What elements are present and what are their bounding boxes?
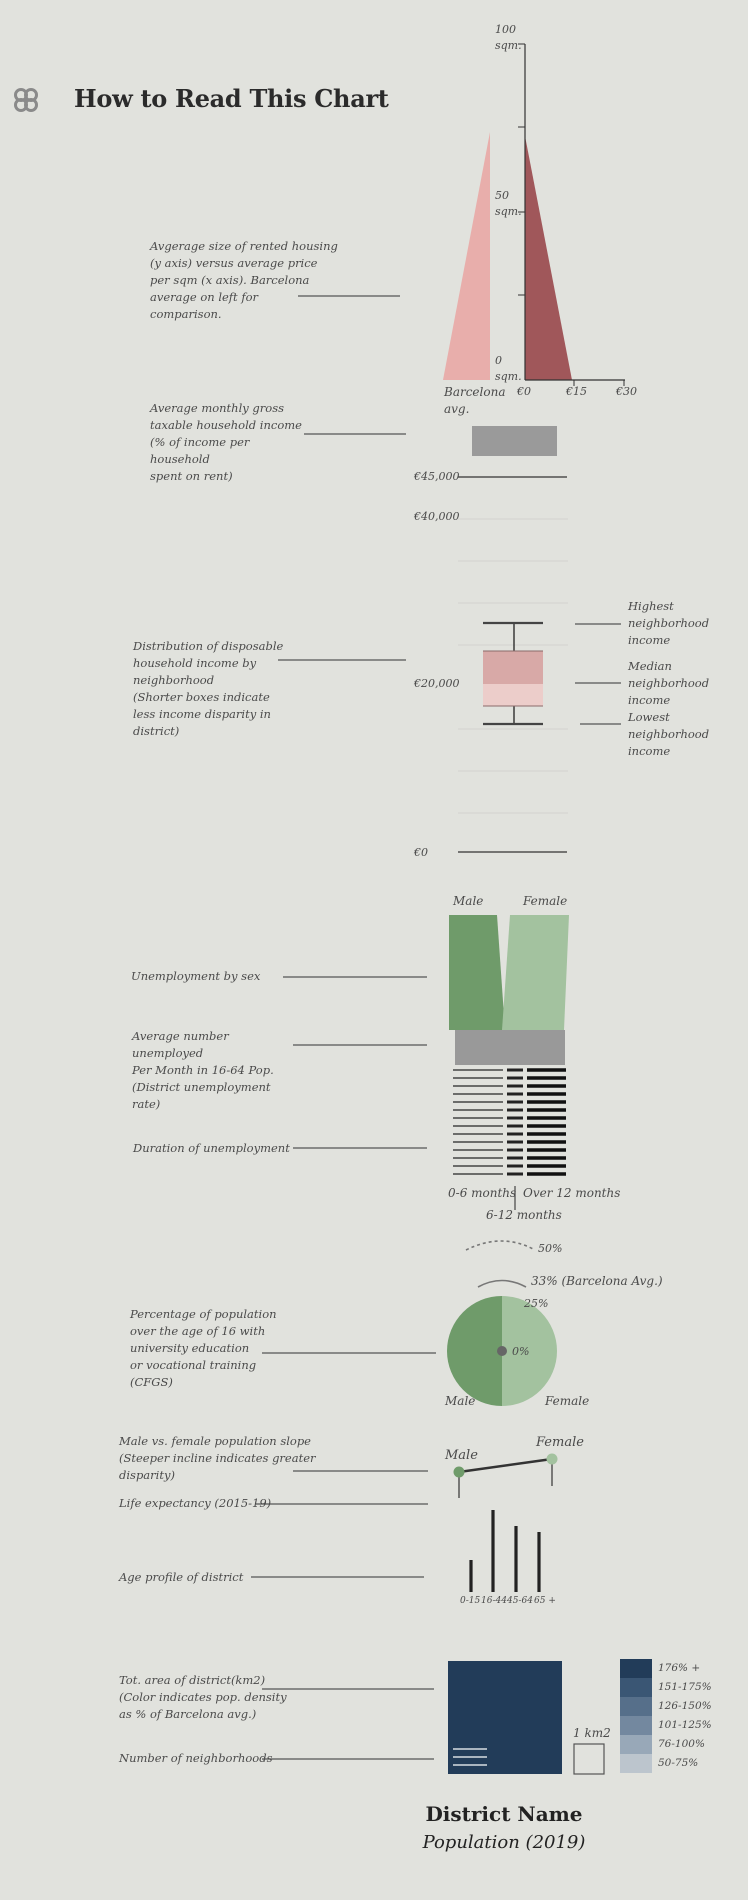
education-ring-bcn-label: 33% (Barcelona Avg.) <box>531 1274 663 1288</box>
duration-long-label: Over 12 months <box>523 1186 621 1200</box>
rent-y-tick-50: 50 sqm. <box>495 189 522 218</box>
density-legend-swatch <box>620 1754 652 1773</box>
one-km2-square <box>574 1744 604 1774</box>
education-ring-bcn <box>478 1281 526 1288</box>
duration-lines-long <box>527 1070 566 1174</box>
one-km2-label: 1 km2 <box>573 1726 611 1740</box>
density-legend <box>620 1659 652 1773</box>
unemployment-female-label: Female <box>523 894 568 908</box>
boxplot-lower-quartile <box>483 684 543 706</box>
rent-chart-note: Avgerage size of rented housing (y axis) versus average price per sqm (x axis). Barcelona average on left for comparison. <box>150 239 338 321</box>
density-legend-swatch <box>620 1697 652 1716</box>
slope-male-label: Male <box>445 1448 478 1463</box>
avg-unemployed-note: Average number unemployed Per Month in 16-64 Pop. (District unemployment rate) <box>132 1029 274 1111</box>
density-legend-label: 126-150% <box>658 1700 712 1712</box>
boxplot-upper-quartile <box>483 651 543 684</box>
unemployment-by-sex-note: Unemployment by sex <box>131 969 261 983</box>
income-label-20000: €20,000 <box>414 677 460 690</box>
lowest-income-label: Lowest neighborhood income <box>628 710 710 758</box>
district-name: District Name <box>425 1802 583 1826</box>
duration-note: Duration of unemployment <box>133 1141 290 1155</box>
age-label-65: 65 + <box>534 1596 556 1606</box>
duration-lines-short <box>453 1070 503 1174</box>
density-legend-label: 50-75% <box>658 1757 699 1769</box>
avg-unemployed-bar <box>455 1030 565 1065</box>
density-legend-swatch <box>620 1716 652 1735</box>
slope-note: Male vs. female population slope (Steeper incline indicates greater disparity) <box>119 1434 316 1482</box>
income-dist-note: Distribution of disposable household income by neighborhood (Shorter boxes indicate less income disparity in district) <box>133 639 284 738</box>
age-label-45-64: 45-64 <box>507 1596 533 1606</box>
education-center-dot <box>497 1346 507 1356</box>
income-label-40000: €40,000 <box>414 510 460 523</box>
income-rent-note: Average monthly gross taxable household income (% of income per household spent on rent) <box>150 401 302 483</box>
age-label-16-44: 16-44 <box>481 1596 507 1606</box>
slope-male-dot <box>454 1467 465 1478</box>
rent-y-tick-100: 100 sqm. <box>495 23 522 52</box>
education-ring-50 <box>466 1241 535 1250</box>
density-legend-label: 101-125% <box>658 1719 712 1731</box>
median-income-label: Median neighborhood income <box>628 659 710 707</box>
income-rent-bar <box>472 426 557 456</box>
highest-income-label: Highest neighborhood income <box>628 599 710 647</box>
page-title: How to Read This Chart <box>74 84 389 113</box>
district-population: Population (2019) <box>422 1832 586 1853</box>
female-unemployment-bar <box>502 915 569 1030</box>
density-legend-swatch <box>620 1659 652 1678</box>
duration-short-label: 0-6 months <box>448 1186 517 1200</box>
density-legend-label: 176% + <box>658 1662 701 1674</box>
age-label-0-15: 0-15 <box>460 1596 481 1606</box>
rent-y-tick-0: 0 sqm. <box>495 354 522 383</box>
duration-mid-label: 6-12 months <box>486 1208 562 1222</box>
rent-x-tick-15: €15 <box>566 385 587 398</box>
barcelona-avg-label: Barcelona avg. <box>444 385 506 416</box>
slope-female-label: Female <box>536 1435 584 1450</box>
area-note: Tot. area of district(km2) (Color indicates pop. density as % of Barcelona avg.) <box>119 1673 287 1721</box>
education-note: Percentage of population over the age of 16 with university education or vocational training (CFGS) <box>130 1307 277 1389</box>
life-expectancy-note: Life expectancy (2015-19) <box>119 1496 272 1510</box>
education-ring-50-label: 50% <box>538 1242 563 1255</box>
education-ring-25-label: 25% <box>524 1297 549 1310</box>
rent-x-tick-30: €30 <box>616 385 637 398</box>
education-male-label: Male <box>445 1394 476 1408</box>
density-legend-swatch <box>620 1735 652 1754</box>
knot-logo-icon <box>16 90 37 111</box>
education-female-label: Female <box>545 1394 590 1408</box>
duration-lines-mid <box>507 1070 523 1174</box>
education-male-half <box>447 1296 502 1406</box>
unemployment-male-label: Male <box>453 894 484 908</box>
education-female-half <box>502 1296 557 1406</box>
rent-x-tick-0: €0 <box>517 385 531 398</box>
age-bars <box>471 1510 539 1592</box>
density-legend-label: 151-175% <box>658 1681 712 1693</box>
neighborhoods-note: Number of neighborhoods <box>119 1751 273 1765</box>
income-boxplot <box>483 623 543 724</box>
barcelona-avg-triangle <box>443 132 490 380</box>
income-label-45000: €45,000 <box>414 470 460 483</box>
slope-female-dot <box>547 1454 558 1465</box>
density-legend-swatch <box>620 1678 652 1697</box>
density-legend-label: 76-100% <box>658 1738 705 1750</box>
education-center-label: 0% <box>512 1345 530 1358</box>
male-unemployment-bar <box>449 915 505 1030</box>
income-label-0: €0 <box>414 846 428 859</box>
age-profile-note: Age profile of district <box>119 1570 244 1584</box>
district-triangle <box>525 136 572 380</box>
